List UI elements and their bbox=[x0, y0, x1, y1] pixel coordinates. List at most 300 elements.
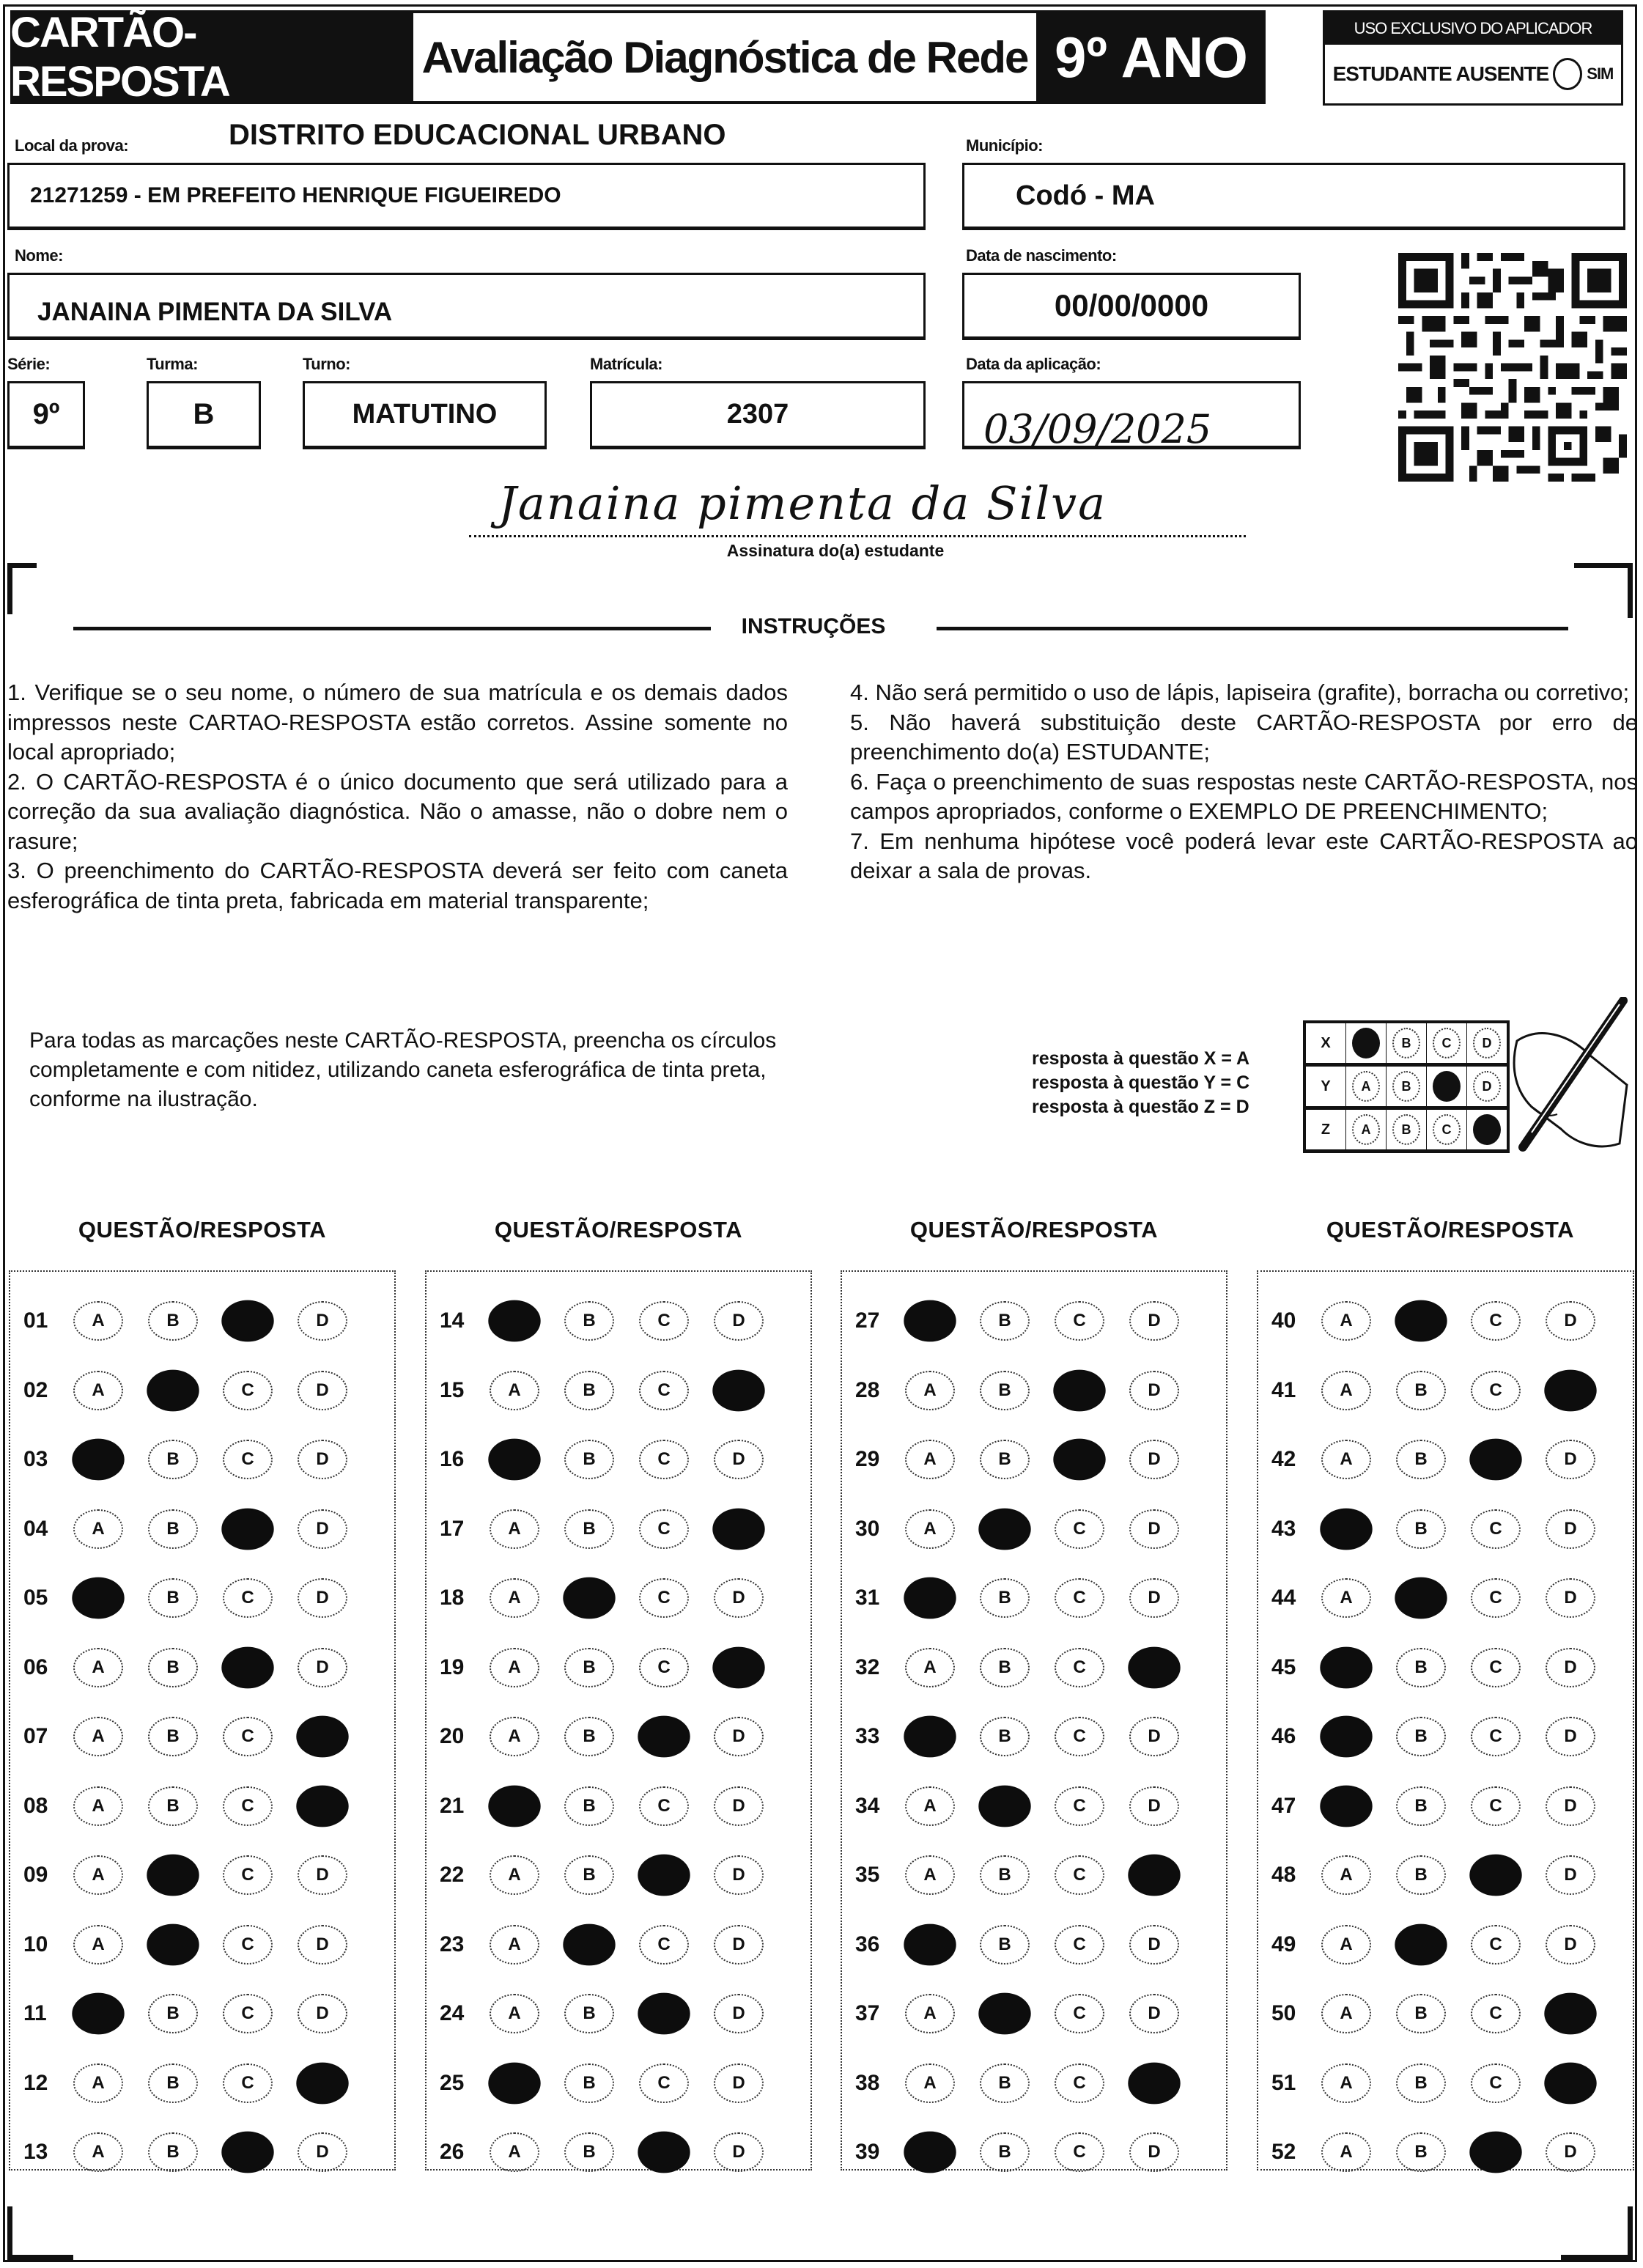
answer-bubble-b[interactable]: B bbox=[980, 1371, 1030, 1410]
answer-bubble-b[interactable]: B bbox=[1396, 1717, 1446, 1756]
answer-bubble-a[interactable]: A bbox=[905, 2063, 955, 2103]
answer-bubble-d[interactable]: D bbox=[1129, 1925, 1179, 1965]
answer-bubble-d[interactable]: D bbox=[1546, 1786, 1595, 1826]
answer-bubble-b[interactable] bbox=[1395, 1577, 1447, 1619]
answer-bubble-b[interactable]: B bbox=[148, 1994, 198, 2033]
answer-bubble-c[interactable] bbox=[1053, 1439, 1105, 1481]
answer-bubble-c[interactable]: C bbox=[639, 1925, 689, 1965]
answer-bubble-c[interactable] bbox=[221, 1508, 273, 1550]
answer-bubble-c[interactable]: C bbox=[1471, 1578, 1521, 1618]
answer-bubble-b[interactable]: B bbox=[1396, 1994, 1446, 2033]
question-row-26 bbox=[427, 2118, 811, 2187]
answer-bubble-a[interactable]: A bbox=[905, 1648, 955, 1687]
example-bubble-c: C bbox=[1433, 1114, 1461, 1145]
answer-bubble-d[interactable]: D bbox=[714, 1578, 764, 1618]
answer-bubble-c[interactable]: C bbox=[1471, 1925, 1521, 1965]
answer-bubble-a[interactable] bbox=[1320, 1646, 1372, 1688]
question-row-10 bbox=[10, 1910, 394, 1980]
answer-bubble-b[interactable]: B bbox=[564, 1717, 614, 1756]
example-cell bbox=[1427, 1108, 1467, 1152]
example-row bbox=[1304, 1065, 1508, 1108]
answer-bubble-d[interactable]: D bbox=[1546, 1925, 1595, 1965]
question-number: 37 bbox=[855, 2001, 880, 2026]
answer-bubble-d[interactable] bbox=[1544, 1369, 1596, 1411]
answer-bubble-b[interactable]: B bbox=[564, 2063, 614, 2103]
answer-bubble-b[interactable]: B bbox=[148, 1301, 198, 1341]
answer-bubble-a[interactable]: A bbox=[490, 1509, 539, 1549]
answer-column-1 bbox=[9, 1270, 396, 2171]
answer-bubble-b[interactable]: B bbox=[980, 1648, 1030, 1687]
answer-bubble-c[interactable]: C bbox=[1055, 1578, 1104, 1618]
answer-bubble-d[interactable]: D bbox=[1129, 1786, 1179, 1826]
answer-bubble-a[interactable] bbox=[904, 1300, 956, 1342]
example-row-label: Y bbox=[1304, 1065, 1346, 1108]
answer-bubble-a[interactable]: A bbox=[73, 1925, 123, 1965]
answer-bubble-d[interactable] bbox=[1544, 2062, 1596, 2104]
example-row bbox=[1304, 1022, 1508, 1065]
answer-bubble-c[interactable]: C bbox=[639, 1648, 689, 1687]
answer-bubble-d[interactable]: D bbox=[714, 1301, 764, 1341]
answer-bubble-a[interactable]: A bbox=[905, 1855, 955, 1895]
question-row-40 bbox=[1258, 1286, 1633, 1356]
answer-bubble-c[interactable] bbox=[221, 1646, 273, 1688]
answer-bubble-d[interactable]: D bbox=[1546, 1648, 1595, 1687]
answer-bubble-d[interactable]: D bbox=[1546, 2132, 1595, 2172]
question-number: 25 bbox=[440, 2070, 465, 2095]
answer-bubble-a[interactable]: A bbox=[1321, 1371, 1371, 1410]
answer-bubble-b[interactable]: B bbox=[1396, 1855, 1446, 1895]
answer-bubble-a[interactable]: A bbox=[73, 1509, 123, 1549]
question-row-48 bbox=[1258, 1841, 1633, 1910]
answer-bubble-b[interactable]: B bbox=[148, 1578, 198, 1618]
answer-bubble-d[interactable] bbox=[296, 2062, 348, 2104]
question-number: 11 bbox=[23, 2001, 47, 2026]
answer-bubble-a[interactable]: A bbox=[1321, 1578, 1371, 1618]
answer-bubble-b[interactable]: B bbox=[980, 1578, 1030, 1618]
question-number: 18 bbox=[440, 1586, 465, 1610]
question-number: 48 bbox=[1271, 1863, 1296, 1888]
answer-bubble-a[interactable]: A bbox=[490, 1994, 539, 2033]
nascimento-value: 00/00/0000 bbox=[1054, 288, 1209, 323]
answer-bubble-d[interactable]: D bbox=[1129, 1578, 1179, 1618]
question-row-50 bbox=[1258, 1979, 1633, 2049]
question-row-18 bbox=[427, 1564, 811, 1633]
example-cell bbox=[1387, 1022, 1427, 1065]
answer-bubble-a[interactable]: A bbox=[73, 1855, 123, 1895]
nascimento-field bbox=[962, 273, 1301, 340]
answer-bubble-d[interactable]: D bbox=[298, 1648, 347, 1687]
answer-bubble-b[interactable]: B bbox=[564, 1648, 614, 1687]
answer-bubble-a[interactable]: A bbox=[73, 1786, 123, 1826]
answer-bubble-c[interactable]: C bbox=[1055, 1855, 1104, 1895]
absent-option-label: SIM bbox=[1587, 65, 1614, 83]
answer-bubble-b[interactable]: B bbox=[564, 2132, 614, 2172]
answer-bubble-c[interactable]: C bbox=[223, 1440, 273, 1479]
answer-bubble-c[interactable]: C bbox=[1055, 1301, 1104, 1341]
answer-bubble-a[interactable]: A bbox=[1321, 1855, 1371, 1895]
question-row-41 bbox=[1258, 1356, 1633, 1426]
question-number: 03 bbox=[23, 1447, 48, 1472]
example-bubble-b: B bbox=[1392, 1114, 1420, 1145]
column-header: QUESTÃO/RESPOSTA bbox=[1326, 1217, 1575, 1242]
turno-value: MATUTINO bbox=[352, 399, 498, 430]
answer-bubble-d[interactable] bbox=[296, 1785, 348, 1827]
answer-bubble-c[interactable]: C bbox=[1471, 1371, 1521, 1410]
answer-bubble-d[interactable] bbox=[296, 1716, 348, 1758]
local-value: 21271259 - EM PREFEITO HENRIQUE FIGUEIREDO bbox=[30, 183, 561, 207]
example-bubble-c bbox=[1433, 1071, 1461, 1102]
question-number: 27 bbox=[855, 1308, 880, 1333]
answer-bubble-d[interactable] bbox=[712, 1508, 764, 1550]
question-number: 34 bbox=[855, 1793, 880, 1818]
municipio-field bbox=[962, 163, 1625, 230]
answer-bubble-c[interactable]: C bbox=[223, 1371, 273, 1410]
answer-bubble-b[interactable]: B bbox=[1396, 2132, 1446, 2172]
answer-bubble-c[interactable] bbox=[1469, 1855, 1521, 1896]
answer-bubble-d[interactable]: D bbox=[298, 1440, 347, 1479]
answer-bubble-b[interactable]: B bbox=[1396, 2063, 1446, 2103]
question-number: 26 bbox=[440, 2140, 465, 2165]
answer-bubble-b[interactable]: B bbox=[148, 1717, 198, 1756]
question-row-47 bbox=[1258, 1772, 1633, 1841]
corner-mark-bottom-left bbox=[7, 2255, 73, 2260]
answer-bubble-b[interactable] bbox=[563, 1577, 615, 1619]
answer-bubble-a[interactable]: A bbox=[73, 2063, 123, 2103]
answer-bubble-c[interactable] bbox=[221, 1300, 273, 1342]
answer-bubble-b[interactable]: B bbox=[148, 2132, 198, 2172]
answer-bubble-c[interactable] bbox=[638, 2132, 690, 2173]
answer-bubble-a[interactable]: A bbox=[490, 2132, 539, 2172]
instruction-item: 7. Em nenhuma hipótese você poderá levar este CARTÃO-RESPOSTA ao deixar a sala de provas. bbox=[850, 828, 1638, 883]
answer-bubble-a[interactable]: A bbox=[73, 1648, 123, 1687]
answer-bubble-d[interactable] bbox=[1128, 2062, 1180, 2104]
question-number: 01 bbox=[23, 1308, 48, 1333]
answer-bubble-d[interactable]: D bbox=[714, 1440, 764, 1479]
answer-bubble-b[interactable]: B bbox=[1396, 1786, 1446, 1826]
answer-bubble-d[interactable]: D bbox=[1546, 1509, 1595, 1549]
answer-bubble-c[interactable] bbox=[1469, 1439, 1521, 1481]
answer-bubble-d[interactable]: D bbox=[1129, 1371, 1179, 1410]
question-row-22 bbox=[427, 1841, 811, 1910]
answer-bubble-c[interactable]: C bbox=[639, 1509, 689, 1549]
answer-bubble-d[interactable] bbox=[712, 1369, 764, 1411]
answer-bubble-d[interactable]: D bbox=[1129, 1301, 1179, 1341]
answer-bubble-d[interactable]: D bbox=[298, 1371, 347, 1410]
answer-bubble-d[interactable] bbox=[1128, 1646, 1180, 1688]
answer-bubble-c[interactable] bbox=[638, 1993, 690, 2035]
answer-bubble-a[interactable]: A bbox=[905, 1786, 955, 1826]
answer-bubble-a[interactable] bbox=[488, 1300, 540, 1342]
answer-bubble-c[interactable]: C bbox=[1055, 2063, 1104, 2103]
answer-bubble-c[interactable]: C bbox=[639, 2063, 689, 2103]
answer-bubble-d[interactable]: D bbox=[1546, 1578, 1595, 1618]
nascimento-label: Data de nascimento: bbox=[966, 246, 1117, 265]
answer-bubble-d[interactable]: D bbox=[1129, 2132, 1179, 2172]
answer-bubble-a[interactable]: A bbox=[490, 1371, 539, 1410]
question-number: 13 bbox=[23, 2140, 48, 2165]
answer-bubble-c[interactable]: C bbox=[1055, 1925, 1104, 1965]
answer-bubble-c[interactable]: C bbox=[1055, 1717, 1104, 1756]
answer-bubble-a[interactable]: A bbox=[1321, 1994, 1371, 2033]
answer-bubble-d[interactable]: D bbox=[1546, 1301, 1595, 1341]
answer-bubble-c[interactable] bbox=[638, 1855, 690, 1896]
answer-bubble-d[interactable]: D bbox=[298, 2132, 347, 2172]
answer-bubble-d[interactable]: D bbox=[714, 1925, 764, 1965]
answer-bubble-a[interactable] bbox=[904, 1923, 956, 1965]
question-number: 32 bbox=[855, 1654, 880, 1679]
answer-bubble-b[interactable]: B bbox=[564, 1786, 614, 1826]
answer-bubble-a[interactable]: A bbox=[490, 1717, 539, 1756]
answer-bubble-d[interactable]: D bbox=[714, 2132, 764, 2172]
corner-mark-top-right bbox=[1574, 563, 1633, 568]
question-number: 47 bbox=[1271, 1793, 1296, 1818]
question-number: 35 bbox=[855, 1863, 880, 1888]
question-row-05 bbox=[10, 1564, 394, 1633]
example-cell bbox=[1427, 1022, 1467, 1065]
answer-bubble-d[interactable]: D bbox=[298, 1578, 347, 1618]
answer-bubble-a[interactable]: A bbox=[905, 1509, 955, 1549]
answer-bubble-b[interactable] bbox=[147, 1923, 199, 1965]
question-row-43 bbox=[1258, 1495, 1633, 1564]
answer-bubble-d[interactable]: D bbox=[1546, 1440, 1595, 1479]
answer-bubble-b[interactable]: B bbox=[1396, 1648, 1446, 1687]
answer-bubble-b[interactable] bbox=[978, 1508, 1030, 1550]
answer-bubble-b[interactable]: B bbox=[564, 1994, 614, 2033]
answer-bubble-b[interactable]: B bbox=[564, 1855, 614, 1895]
local-field bbox=[7, 163, 926, 230]
answer-bubble-a[interactable] bbox=[1320, 1716, 1372, 1758]
question-number: 20 bbox=[440, 1724, 465, 1749]
answer-bubble-a[interactable]: A bbox=[73, 2132, 123, 2172]
answer-bubble-b[interactable]: B bbox=[1396, 1440, 1446, 1479]
question-row-04 bbox=[10, 1495, 394, 1564]
question-number: 22 bbox=[440, 1863, 465, 1888]
question-row-39 bbox=[842, 2118, 1226, 2187]
fill-example-table bbox=[1303, 1020, 1510, 1153]
corner-mark-bottom-right-v bbox=[1628, 2206, 1633, 2259]
answer-bubble-b[interactable]: B bbox=[980, 2063, 1030, 2103]
answer-bubble-b[interactable]: B bbox=[980, 1925, 1030, 1965]
question-row-02 bbox=[10, 1356, 394, 1426]
answer-bubble-c[interactable] bbox=[1053, 1369, 1105, 1411]
answer-bubble-c[interactable]: C bbox=[1471, 1786, 1521, 1826]
matricula-label: Matrícula: bbox=[590, 355, 662, 373]
answer-bubble-b[interactable] bbox=[563, 1923, 615, 1965]
answer-bubble-b[interactable]: B bbox=[980, 2132, 1030, 2172]
answer-bubble-b[interactable] bbox=[1395, 1300, 1447, 1342]
answer-bubble-a[interactable] bbox=[1320, 1785, 1372, 1827]
answer-bubble-d[interactable]: D bbox=[714, 1994, 764, 2033]
question-number: 14 bbox=[440, 1308, 465, 1333]
answer-bubble-a[interactable] bbox=[904, 1577, 956, 1619]
serie-field bbox=[7, 381, 85, 449]
question-number: 24 bbox=[440, 2001, 465, 2026]
answer-bubble-a[interactable]: A bbox=[490, 1648, 539, 1687]
answer-bubble-b[interactable] bbox=[147, 1855, 199, 1896]
applicator-title: USO EXCLUSIVO DO APLICADOR bbox=[1325, 12, 1621, 45]
answer-bubble-c[interactable]: C bbox=[1471, 1648, 1521, 1687]
answer-bubble-c[interactable]: C bbox=[223, 1578, 273, 1618]
example-cell bbox=[1387, 1065, 1427, 1108]
answer-bubble-d[interactable] bbox=[712, 1646, 764, 1688]
example-bubble-d: D bbox=[1473, 1071, 1501, 1102]
answer-bubble-a[interactable]: A bbox=[1321, 2132, 1371, 2172]
answer-bubble-c[interactable]: C bbox=[223, 1855, 273, 1895]
answer-bubble-b[interactable]: B bbox=[148, 1440, 198, 1479]
answer-bubble-d[interactable]: D bbox=[714, 1855, 764, 1895]
exam-title bbox=[410, 10, 1039, 104]
answer-bubble-c[interactable] bbox=[638, 1716, 690, 1758]
answer-bubble-d[interactable]: D bbox=[1129, 1509, 1179, 1549]
answer-bubble-a[interactable] bbox=[488, 1439, 540, 1481]
answer-bubble-b[interactable]: B bbox=[564, 1371, 614, 1410]
answer-bubble-a[interactable]: A bbox=[73, 1371, 123, 1410]
answer-bubble-b[interactable]: B bbox=[564, 1301, 614, 1341]
answer-bubble-c[interactable]: C bbox=[223, 2063, 273, 2103]
answer-bubble-d[interactable]: D bbox=[298, 1509, 347, 1549]
answer-bubble-c[interactable]: C bbox=[1055, 1509, 1104, 1549]
instruction-item: 3. O preenchimento do CARTÃO-RESPOSTA deverá ser feito com caneta esferográfica de tinta preta, fabricada em material transparente; bbox=[7, 858, 788, 913]
matricula-value: 2307 bbox=[726, 399, 789, 430]
answer-bubble-c[interactable]: C bbox=[639, 1578, 689, 1618]
answer-bubble-a[interactable]: A bbox=[1321, 1440, 1371, 1479]
answer-bubble-a[interactable] bbox=[72, 1993, 124, 2035]
answer-bubble-a[interactable] bbox=[72, 1439, 124, 1481]
answer-bubble-b[interactable]: B bbox=[148, 1509, 198, 1549]
question-number: 44 bbox=[1271, 1586, 1296, 1610]
example-row-label: Z bbox=[1304, 1108, 1346, 1152]
question-row-03 bbox=[10, 1425, 394, 1495]
answer-bubble-a[interactable]: A bbox=[905, 1994, 955, 2033]
question-number: 43 bbox=[1271, 1516, 1296, 1541]
corner-mark-bottom-left-v bbox=[7, 2206, 12, 2259]
aplicacao-field[interactable] bbox=[962, 381, 1301, 452]
answer-bubble-c[interactable]: C bbox=[1055, 1786, 1104, 1826]
answer-bubble-d[interactable]: D bbox=[1129, 1440, 1179, 1479]
answer-bubble-d[interactable]: D bbox=[1129, 1994, 1179, 2033]
answer-bubble-c[interactable]: C bbox=[1471, 1994, 1521, 2033]
answer-bubble-c[interactable]: C bbox=[639, 1440, 689, 1479]
answer-bubble-a[interactable] bbox=[488, 1785, 540, 1827]
answer-bubble-a[interactable]: A bbox=[905, 1371, 955, 1410]
answer-bubble-b[interactable] bbox=[978, 1993, 1030, 2035]
answer-bubble-a[interactable]: A bbox=[1321, 1301, 1371, 1341]
answer-bubble-b[interactable]: B bbox=[980, 1717, 1030, 1756]
answer-bubble-a[interactable]: A bbox=[905, 1440, 955, 1479]
answer-bubble-c[interactable]: C bbox=[1471, 1509, 1521, 1549]
answer-bubble-b[interactable]: B bbox=[564, 1440, 614, 1479]
answer-bubble-b[interactable]: B bbox=[564, 1509, 614, 1549]
answer-bubble-c[interactable]: C bbox=[1471, 1301, 1521, 1341]
answer-bubble-c[interactable]: C bbox=[1055, 1994, 1104, 2033]
question-number: 50 bbox=[1271, 2001, 1296, 2026]
answer-bubble-d[interactable]: D bbox=[298, 1855, 347, 1895]
example-bubble-c: C bbox=[1433, 1028, 1461, 1058]
answer-bubble-a[interactable]: A bbox=[490, 1578, 539, 1618]
answer-bubble-b[interactable]: B bbox=[1396, 1509, 1446, 1549]
answer-bubble-b[interactable]: B bbox=[980, 1301, 1030, 1341]
answer-bubble-b[interactable]: B bbox=[1396, 1371, 1446, 1410]
municipio-value: Codó - MA bbox=[1016, 180, 1155, 211]
fill-example-legend bbox=[1032, 1047, 1249, 1119]
answer-bubble-c[interactable]: C bbox=[639, 1786, 689, 1826]
answer-bubble-a[interactable] bbox=[488, 2062, 540, 2104]
answer-bubble-d[interactable]: D bbox=[714, 1717, 764, 1756]
answer-bubble-c[interactable]: C bbox=[223, 1786, 273, 1826]
question-row-01 bbox=[10, 1286, 394, 1356]
answer-bubble-c[interactable]: C bbox=[1471, 1717, 1521, 1756]
answer-bubble-c[interactable]: C bbox=[223, 1925, 273, 1965]
answer-bubble-d[interactable]: D bbox=[298, 1994, 347, 2033]
answer-bubble-d[interactable] bbox=[1544, 1993, 1596, 2035]
question-row-20 bbox=[427, 1702, 811, 1772]
answer-bubble-c[interactable] bbox=[1469, 2132, 1521, 2173]
answer-bubble-a[interactable]: A bbox=[490, 1855, 539, 1895]
answer-bubble-c[interactable]: C bbox=[1471, 2063, 1521, 2103]
answer-bubble-b[interactable]: B bbox=[980, 1855, 1030, 1895]
answer-bubble-d[interactable] bbox=[1128, 1855, 1180, 1896]
answer-bubble-b[interactable] bbox=[978, 1785, 1030, 1827]
municipio-label: Município: bbox=[966, 136, 1043, 155]
answer-bubble-d[interactable]: D bbox=[714, 2063, 764, 2103]
absent-bubble[interactable] bbox=[1553, 58, 1582, 90]
answer-bubble-b[interactable]: B bbox=[148, 1648, 198, 1687]
answer-bubble-a[interactable]: A bbox=[73, 1301, 123, 1341]
answer-bubble-b[interactable] bbox=[147, 1369, 199, 1411]
instructions-title: INSTRUÇÕES bbox=[741, 614, 886, 638]
answer-bubble-a[interactable] bbox=[904, 1716, 956, 1758]
answer-bubble-c[interactable]: C bbox=[223, 1994, 273, 2033]
answer-bubble-a[interactable] bbox=[904, 2132, 956, 2173]
question-row-45 bbox=[1258, 1633, 1633, 1703]
answer-bubble-b[interactable]: B bbox=[148, 1786, 198, 1826]
question-number: 52 bbox=[1271, 2140, 1296, 2165]
answer-bubble-c[interactable]: C bbox=[223, 1717, 273, 1756]
column-header: QUESTÃO/RESPOSTA bbox=[78, 1217, 327, 1242]
example-cell bbox=[1387, 1108, 1427, 1152]
answer-bubble-c[interactable]: C bbox=[639, 1371, 689, 1410]
question-number: 49 bbox=[1271, 1932, 1296, 1956]
answer-bubble-c[interactable] bbox=[221, 2132, 273, 2173]
answer-bubble-a[interactable]: A bbox=[1321, 2063, 1371, 2103]
answer-bubble-c[interactable]: C bbox=[1055, 2132, 1104, 2172]
question-number: 19 bbox=[440, 1654, 465, 1679]
answer-bubble-a[interactable]: A bbox=[490, 1925, 539, 1965]
answer-bubble-a[interactable]: A bbox=[73, 1717, 123, 1756]
answer-bubble-b[interactable]: B bbox=[148, 2063, 198, 2103]
column-header: QUESTÃO/RESPOSTA bbox=[494, 1217, 743, 1242]
instructions-divider-left bbox=[73, 627, 711, 630]
answer-bubble-d[interactable]: D bbox=[1129, 1717, 1179, 1756]
answer-bubble-d[interactable]: D bbox=[298, 1301, 347, 1341]
answer-bubble-d[interactable]: D bbox=[714, 1786, 764, 1826]
column-header: QUESTÃO/RESPOSTA bbox=[909, 1217, 1159, 1242]
answer-bubble-d[interactable]: D bbox=[1546, 1855, 1595, 1895]
answer-bubble-c[interactable]: C bbox=[639, 1301, 689, 1341]
answer-bubble-d[interactable]: D bbox=[1546, 1717, 1595, 1756]
question-number: 04 bbox=[23, 1516, 48, 1541]
answer-bubble-a[interactable] bbox=[72, 1577, 124, 1619]
signature-line[interactable] bbox=[469, 535, 1246, 537]
question-number: 23 bbox=[440, 1932, 465, 1956]
card-label bbox=[10, 10, 410, 104]
answer-bubble-d[interactable]: D bbox=[298, 1925, 347, 1965]
answer-bubble-b[interactable] bbox=[1395, 1923, 1447, 1965]
answer-bubble-a[interactable] bbox=[1320, 1508, 1372, 1550]
answer-bubble-b[interactable]: B bbox=[980, 1440, 1030, 1479]
answer-bubble-c[interactable]: C bbox=[1055, 1648, 1104, 1687]
answer-bubble-a[interactable]: A bbox=[1321, 1925, 1371, 1965]
